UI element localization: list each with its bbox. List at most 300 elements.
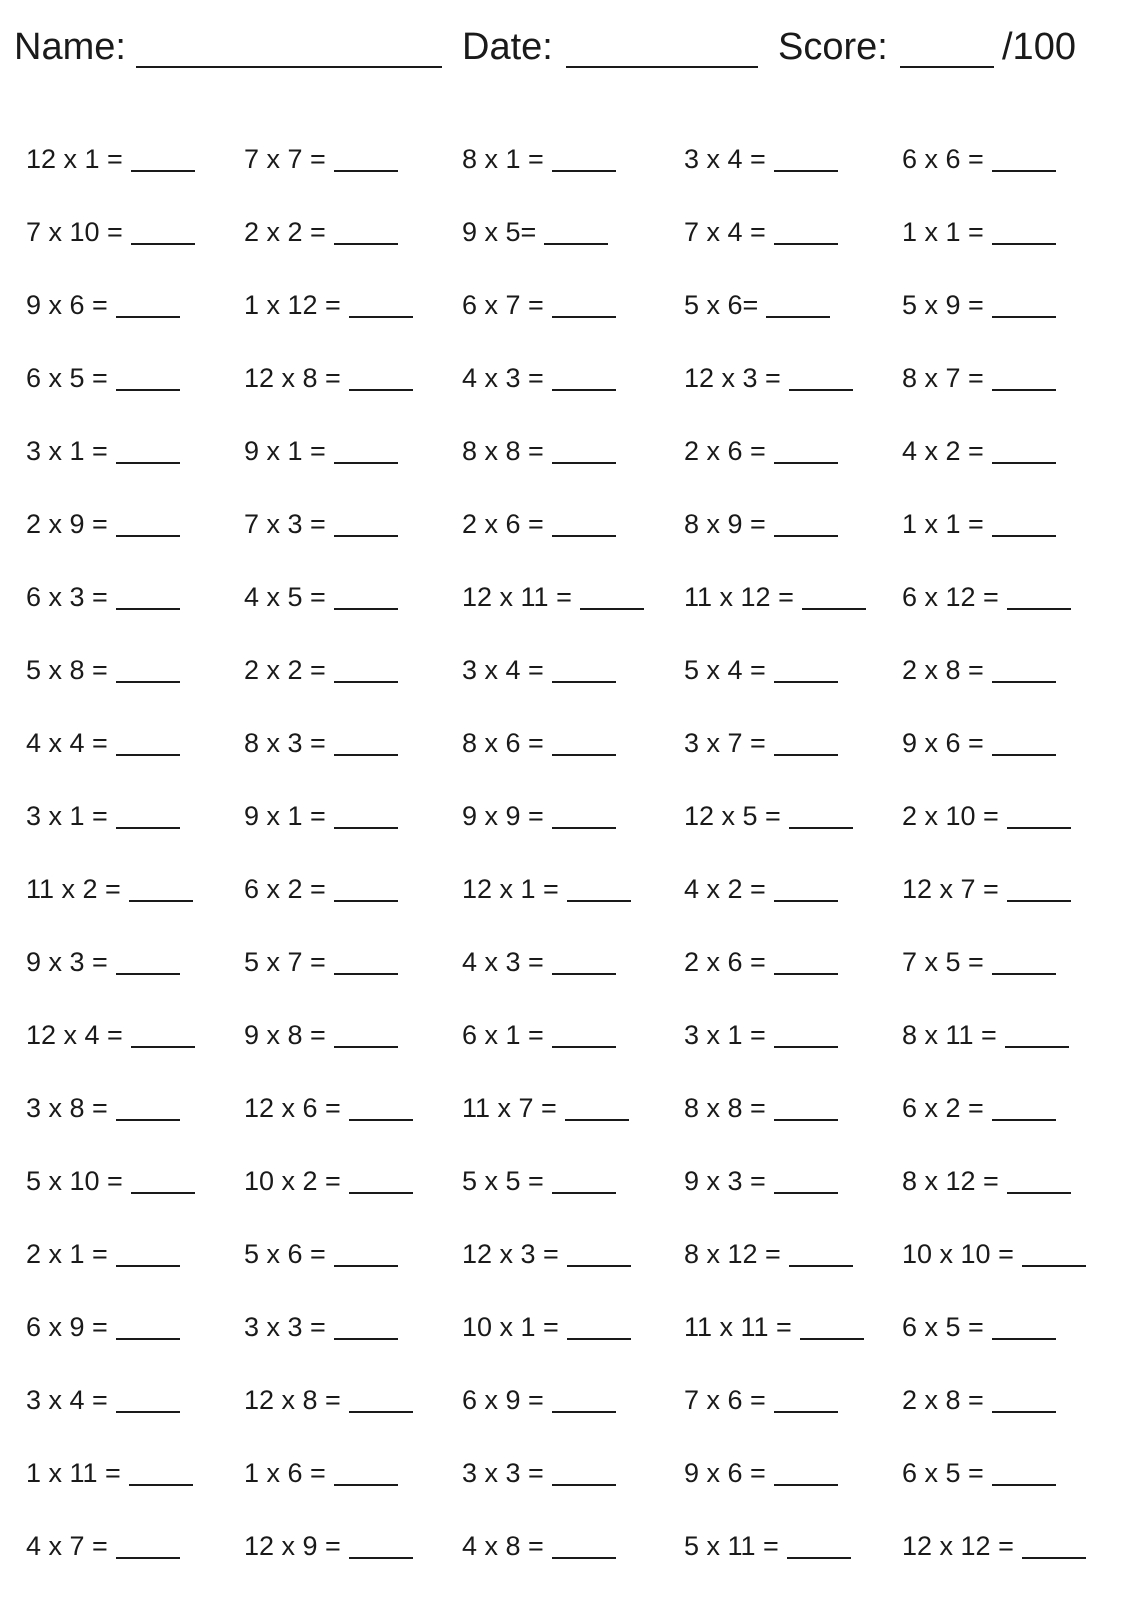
answer-blank[interactable]	[774, 973, 838, 975]
answer-blank[interactable]	[131, 1046, 195, 1048]
score-total: /100	[1002, 26, 1076, 68]
answer-blank[interactable]	[774, 1119, 838, 1121]
problem-expression: 6 x 5 =	[902, 1312, 984, 1342]
problem-item	[26, 945, 180, 979]
problem-item	[462, 872, 631, 906]
problem-item	[902, 726, 1056, 760]
answer-blank[interactable]	[116, 1338, 180, 1340]
answer-blank[interactable]	[552, 389, 616, 391]
problem-expression: 9 x 5=	[462, 217, 537, 247]
problem-expression: 7 x 5 =	[902, 947, 984, 977]
problem-item	[684, 434, 838, 468]
answer-blank[interactable]	[800, 1338, 864, 1340]
answer-blank[interactable]	[116, 827, 180, 829]
problem-expression: 12 x 3 =	[684, 363, 781, 393]
problem-expression: 5 x 8 =	[26, 655, 108, 685]
answer-blank[interactable]	[334, 900, 398, 902]
problem-expression: 2 x 6 =	[684, 947, 766, 977]
problem-item	[26, 1091, 180, 1125]
problem-item	[244, 507, 398, 541]
problem-expression: 9 x 3 =	[684, 1166, 766, 1196]
problem-expression: 12 x 8 =	[244, 1385, 341, 1415]
problem-item	[462, 1456, 616, 1490]
answer-blank[interactable]	[116, 462, 180, 464]
answer-blank[interactable]	[1007, 900, 1071, 902]
problem-item	[244, 1091, 413, 1125]
problem-expression: 5 x 5 =	[462, 1166, 544, 1196]
answer-blank[interactable]	[774, 1484, 838, 1486]
problem-expression: 4 x 2 =	[684, 874, 766, 904]
answer-blank[interactable]	[992, 1119, 1056, 1121]
problem-expression: 12 x 6 =	[244, 1093, 341, 1123]
problem-item	[902, 1091, 1056, 1125]
problem-item	[684, 215, 838, 249]
problem-item	[26, 872, 193, 906]
problem-item	[462, 799, 616, 833]
answer-blank[interactable]	[992, 1411, 1056, 1413]
answer-blank[interactable]	[552, 1192, 616, 1194]
answer-blank[interactable]	[567, 1338, 631, 1340]
score-label: Score:	[778, 26, 888, 68]
problem-item	[684, 1456, 838, 1490]
problem-item	[244, 142, 398, 176]
problem-item	[902, 1018, 1069, 1052]
problem-expression: 1 x 6 =	[244, 1458, 326, 1488]
answer-blank[interactable]	[1022, 1557, 1086, 1559]
problem-expression: 4 x 7 =	[26, 1531, 108, 1561]
answer-blank[interactable]	[116, 681, 180, 683]
problem-expression: 3 x 3 =	[462, 1458, 544, 1488]
problem-item	[684, 1383, 838, 1417]
problem-expression: 6 x 3 =	[26, 582, 108, 612]
problem-item	[684, 1310, 864, 1344]
problem-item	[902, 580, 1071, 614]
problem-expression: 12 x 4 =	[26, 1020, 123, 1050]
problem-expression: 5 x 6 =	[244, 1239, 326, 1269]
problem-item	[244, 799, 398, 833]
problem-item	[26, 726, 180, 760]
problem-item	[684, 1018, 838, 1052]
answer-blank[interactable]	[349, 1192, 413, 1194]
answer-blank[interactable]	[992, 170, 1056, 172]
answer-blank[interactable]	[552, 535, 616, 537]
problem-item	[684, 1091, 838, 1125]
answer-blank[interactable]	[774, 900, 838, 902]
problem-expression: 2 x 9 =	[26, 509, 108, 539]
problem-expression: 9 x 6 =	[684, 1458, 766, 1488]
problem-expression: 4 x 3 =	[462, 947, 544, 977]
problem-expression: 2 x 6 =	[684, 436, 766, 466]
problem-expression: 6 x 12 =	[902, 582, 999, 612]
problem-expression: 5 x 10 =	[26, 1166, 123, 1196]
problem-item	[26, 507, 180, 541]
answer-blank[interactable]	[992, 754, 1056, 756]
problem-expression: 2 x 8 =	[902, 655, 984, 685]
problem-item	[244, 580, 398, 614]
answer-blank[interactable]	[992, 316, 1056, 318]
answer-blank[interactable]	[774, 535, 838, 537]
problem-item	[902, 142, 1056, 176]
problem-expression: 7 x 4 =	[684, 217, 766, 247]
answer-blank[interactable]	[774, 1192, 838, 1194]
answer-blank[interactable]	[774, 462, 838, 464]
answer-blank[interactable]	[552, 170, 616, 172]
answer-blank[interactable]	[787, 1557, 851, 1559]
problem-expression: 10 x 1 =	[462, 1312, 559, 1342]
answer-blank[interactable]	[789, 827, 853, 829]
problem-item	[684, 507, 838, 541]
answer-blank[interactable]	[334, 1484, 398, 1486]
problem-item	[26, 434, 180, 468]
problem-item	[684, 872, 838, 906]
answer-blank[interactable]	[544, 243, 608, 245]
problem-expression: 3 x 1 =	[684, 1020, 766, 1050]
answer-blank[interactable]	[992, 462, 1056, 464]
problem-item	[26, 288, 180, 322]
problem-item	[684, 945, 838, 979]
answer-blank[interactable]	[580, 608, 644, 610]
problem-item	[902, 361, 1056, 395]
problem-item	[684, 1237, 853, 1271]
problem-item	[462, 1164, 616, 1198]
problem-expression: 6 x 2 =	[244, 874, 326, 904]
problem-expression: 2 x 1 =	[26, 1239, 108, 1269]
problem-expression: 8 x 8 =	[462, 436, 544, 466]
problem-item	[26, 1456, 193, 1490]
answer-blank[interactable]	[131, 243, 195, 245]
answer-blank[interactable]	[774, 681, 838, 683]
problem-expression: 5 x 4 =	[684, 655, 766, 685]
problem-expression: 6 x 5 =	[26, 363, 108, 393]
answer-blank[interactable]	[116, 1411, 180, 1413]
answer-blank[interactable]	[992, 681, 1056, 683]
answer-blank[interactable]	[802, 608, 866, 610]
problem-expression: 5 x 6=	[684, 290, 759, 320]
problem-expression: 6 x 6 =	[902, 144, 984, 174]
date-label: Date:	[462, 26, 553, 68]
problem-item	[244, 1164, 413, 1198]
answer-blank[interactable]	[334, 754, 398, 756]
problem-expression: 9 x 6 =	[26, 290, 108, 320]
problem-expression: 10 x 2 =	[244, 1166, 341, 1196]
problem-item	[244, 215, 398, 249]
problem-expression: 12 x 1 =	[26, 144, 123, 174]
problem-item	[902, 1164, 1071, 1198]
problem-expression: 8 x 6 =	[462, 728, 544, 758]
answer-blank[interactable]	[552, 1557, 616, 1559]
answer-blank[interactable]	[334, 1338, 398, 1340]
answer-blank[interactable]	[1005, 1046, 1069, 1048]
problem-expression: 12 x 5 =	[684, 801, 781, 831]
problem-expression: 9 x 1 =	[244, 436, 326, 466]
problem-item	[684, 726, 838, 760]
problem-expression: 4 x 5 =	[244, 582, 326, 612]
problem-item	[462, 434, 616, 468]
problem-item	[244, 1310, 398, 1344]
answer-blank[interactable]	[552, 1484, 616, 1486]
problem-item	[462, 1237, 631, 1271]
problem-item	[462, 726, 616, 760]
answer-blank[interactable]	[116, 608, 180, 610]
answer-blank[interactable]	[1022, 1265, 1086, 1267]
answer-blank[interactable]	[349, 389, 413, 391]
problem-expression: 2 x 2 =	[244, 217, 326, 247]
problem-item	[684, 361, 853, 395]
problem-expression: 9 x 9 =	[462, 801, 544, 831]
answer-blank[interactable]	[552, 681, 616, 683]
answer-blank[interactable]	[774, 1411, 838, 1413]
answer-blank[interactable]	[334, 827, 398, 829]
problem-item	[26, 1529, 180, 1563]
problem-expression: 12 x 1 =	[462, 874, 559, 904]
answer-blank[interactable]	[774, 754, 838, 756]
problem-item	[244, 872, 398, 906]
answer-blank[interactable]	[116, 1119, 180, 1121]
problem-expression: 4 x 8 =	[462, 1531, 544, 1561]
problem-expression: 9 x 1 =	[244, 801, 326, 831]
problem-expression: 2 x 8 =	[902, 1385, 984, 1415]
problem-item	[462, 1091, 629, 1125]
problem-item	[244, 1529, 413, 1563]
answer-blank[interactable]	[349, 1411, 413, 1413]
problem-item	[26, 142, 195, 176]
problem-item	[462, 1383, 616, 1417]
answer-blank[interactable]	[992, 973, 1056, 975]
answer-blank[interactable]	[1007, 608, 1071, 610]
problem-expression: 3 x 4 =	[684, 144, 766, 174]
problem-item	[26, 1018, 195, 1052]
problem-expression: 6 x 2 =	[902, 1093, 984, 1123]
answer-blank[interactable]	[552, 1046, 616, 1048]
problem-expression: 8 x 3 =	[244, 728, 326, 758]
problem-item	[26, 1237, 180, 1271]
answer-blank[interactable]	[552, 754, 616, 756]
problem-expression: 12 x 8 =	[244, 363, 341, 393]
problem-expression: 4 x 3 =	[462, 363, 544, 393]
problem-item	[902, 872, 1071, 906]
answer-blank[interactable]	[129, 1484, 193, 1486]
problem-expression: 3 x 3 =	[244, 1312, 326, 1342]
problem-item	[244, 434, 398, 468]
problem-item	[684, 580, 866, 614]
answer-blank[interactable]	[116, 535, 180, 537]
problem-item	[244, 726, 398, 760]
problem-expression: 5 x 11 =	[684, 1531, 779, 1561]
problem-expression: 1 x 12 =	[244, 290, 341, 320]
answer-blank[interactable]	[1007, 1192, 1071, 1194]
problem-item	[462, 653, 616, 687]
problem-expression: 12 x 11 =	[462, 582, 572, 612]
answer-blank[interactable]	[552, 462, 616, 464]
answer-blank[interactable]	[774, 170, 838, 172]
answer-blank[interactable]	[349, 1557, 413, 1559]
problem-expression: 3 x 4 =	[462, 655, 544, 685]
problem-expression: 8 x 12 =	[902, 1166, 999, 1196]
answer-blank[interactable]	[116, 973, 180, 975]
problem-item	[26, 361, 180, 395]
problem-expression: 6 x 7 =	[462, 290, 544, 320]
problem-item	[684, 288, 830, 322]
answer-blank[interactable]	[1007, 827, 1071, 829]
problem-item	[462, 142, 616, 176]
problem-item	[26, 215, 195, 249]
problem-expression: 8 x 1 =	[462, 144, 544, 174]
answer-blank[interactable]	[567, 900, 631, 902]
problem-item	[684, 1529, 851, 1563]
problem-item	[902, 1456, 1056, 1490]
answer-blank[interactable]	[334, 681, 398, 683]
answer-blank[interactable]	[334, 462, 398, 464]
problem-expression: 2 x 6 =	[462, 509, 544, 539]
answer-blank[interactable]	[992, 389, 1056, 391]
answer-blank[interactable]	[349, 1119, 413, 1121]
answer-blank[interactable]	[789, 1265, 853, 1267]
problem-item	[26, 580, 180, 614]
problem-item	[902, 507, 1056, 541]
problem-item	[462, 288, 616, 322]
problem-item	[902, 434, 1056, 468]
problem-expression: 3 x 4 =	[26, 1385, 108, 1415]
problem-item	[26, 1164, 195, 1198]
problem-expression: 7 x 6 =	[684, 1385, 766, 1415]
problem-expression: 11 x 11 =	[684, 1312, 792, 1342]
problem-item	[902, 215, 1056, 249]
problem-expression: 1 x 1 =	[902, 509, 984, 539]
problem-expression: 9 x 8 =	[244, 1020, 326, 1050]
problem-item	[462, 507, 616, 541]
answer-blank[interactable]	[565, 1119, 629, 1121]
name-label: Name:	[14, 26, 126, 68]
problem-expression: 6 x 9 =	[26, 1312, 108, 1342]
answer-blank[interactable]	[334, 170, 398, 172]
problem-item	[902, 1529, 1086, 1563]
problem-expression: 8 x 8 =	[684, 1093, 766, 1123]
problem-item	[902, 1310, 1056, 1344]
problem-item	[244, 288, 413, 322]
problem-item	[462, 945, 616, 979]
answer-blank[interactable]	[116, 389, 180, 391]
answer-blank[interactable]	[129, 900, 193, 902]
answer-blank[interactable]	[334, 973, 398, 975]
problem-expression: 5 x 9 =	[902, 290, 984, 320]
problem-expression: 12 x 7 =	[902, 874, 999, 904]
problem-item	[26, 1310, 180, 1344]
problem-item	[244, 1018, 398, 1052]
problem-item	[462, 580, 644, 614]
problem-expression: 5 x 7 =	[244, 947, 326, 977]
answer-blank[interactable]	[334, 535, 398, 537]
answer-blank[interactable]	[131, 170, 195, 172]
problem-expression: 9 x 6 =	[902, 728, 984, 758]
problem-expression: 4 x 2 =	[902, 436, 984, 466]
problem-item	[684, 653, 838, 687]
answer-blank[interactable]	[116, 1265, 180, 1267]
answer-blank[interactable]	[992, 1338, 1056, 1340]
problem-item	[684, 1164, 838, 1198]
answer-blank[interactable]	[774, 243, 838, 245]
problem-expression: 11 x 12 =	[684, 582, 794, 612]
answer-blank[interactable]	[349, 316, 413, 318]
answer-blank[interactable]	[766, 316, 830, 318]
problem-expression: 11 x 7 =	[462, 1093, 557, 1123]
answer-blank[interactable]	[116, 316, 180, 318]
problem-item	[26, 799, 180, 833]
answer-blank[interactable]	[992, 535, 1056, 537]
answer-blank[interactable]	[334, 1046, 398, 1048]
problem-expression: 7 x 7 =	[244, 144, 326, 174]
problem-item	[902, 653, 1056, 687]
problem-expression: 1 x 1 =	[902, 217, 984, 247]
problem-expression: 10 x 10 =	[902, 1239, 1014, 1269]
problem-expression: 8 x 12 =	[684, 1239, 781, 1269]
problem-item	[244, 1237, 398, 1271]
problem-expression: 12 x 3 =	[462, 1239, 559, 1269]
problem-item	[462, 1018, 616, 1052]
problem-expression: 11 x 2 =	[26, 874, 121, 904]
problem-expression: 8 x 7 =	[902, 363, 984, 393]
problem-expression: 8 x 11 =	[902, 1020, 997, 1050]
problem-item	[244, 1456, 398, 1490]
answer-blank[interactable]	[789, 389, 853, 391]
answer-blank[interactable]	[552, 1411, 616, 1413]
problem-expression: 6 x 5 =	[902, 1458, 984, 1488]
problem-item	[684, 142, 838, 176]
problem-expression: 8 x 9 =	[684, 509, 766, 539]
problem-item	[902, 288, 1056, 322]
problem-item	[244, 361, 413, 395]
problem-expression: 6 x 9 =	[462, 1385, 544, 1415]
problem-item	[244, 653, 398, 687]
answer-blank[interactable]	[552, 316, 616, 318]
problem-item	[26, 653, 180, 687]
answer-blank[interactable]	[116, 754, 180, 756]
answer-blank[interactable]	[334, 243, 398, 245]
problem-expression: 3 x 1 =	[26, 436, 108, 466]
answer-blank[interactable]	[131, 1192, 195, 1194]
problem-item	[902, 1237, 1086, 1271]
answer-blank[interactable]	[552, 827, 616, 829]
problem-item	[462, 1529, 616, 1563]
problem-item	[462, 361, 616, 395]
answer-blank[interactable]	[774, 1046, 838, 1048]
problem-item	[902, 799, 1071, 833]
problem-item	[684, 799, 853, 833]
problem-item	[244, 945, 398, 979]
problem-expression: 3 x 8 =	[26, 1093, 108, 1123]
problem-item	[462, 1310, 631, 1344]
problem-item	[902, 945, 1056, 979]
problem-expression: 7 x 10 =	[26, 217, 123, 247]
answer-blank[interactable]	[334, 608, 398, 610]
problem-expression: 12 x 9 =	[244, 1531, 341, 1561]
answer-blank[interactable]	[567, 1265, 631, 1267]
problem-expression: 4 x 4 =	[26, 728, 108, 758]
answer-blank[interactable]	[992, 1484, 1056, 1486]
answer-blank[interactable]	[992, 243, 1056, 245]
problem-item	[26, 1383, 180, 1417]
problem-expression: 2 x 2 =	[244, 655, 326, 685]
problem-expression: 7 x 3 =	[244, 509, 326, 539]
answer-blank[interactable]	[116, 1557, 180, 1559]
problem-expression: 6 x 1 =	[462, 1020, 544, 1050]
problem-expression: 12 x 12 =	[902, 1531, 1014, 1561]
answer-blank[interactable]	[334, 1265, 398, 1267]
problem-expression: 1 x 11 =	[26, 1458, 121, 1488]
problem-item	[462, 215, 608, 249]
problem-expression: 2 x 10 =	[902, 801, 999, 831]
answer-blank[interactable]	[552, 973, 616, 975]
problem-expression: 3 x 1 =	[26, 801, 108, 831]
